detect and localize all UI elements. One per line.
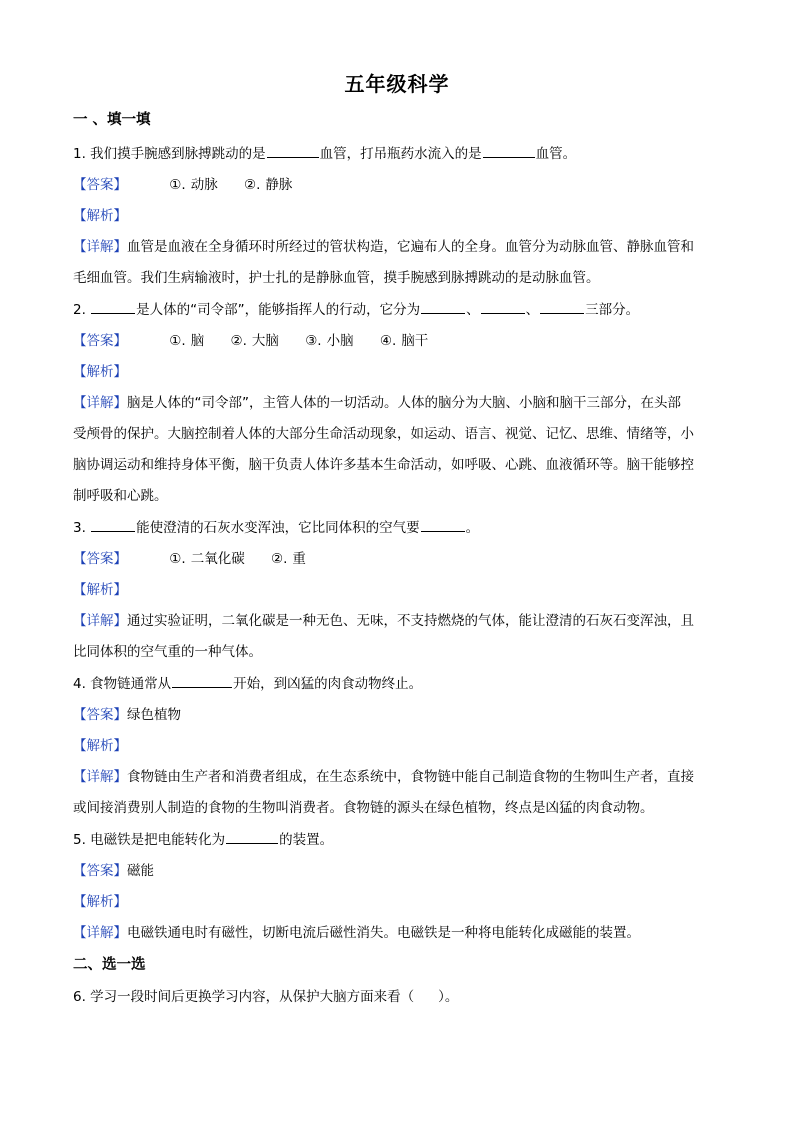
question-4: 4. 食物链通常从 开始，到凶猛的肉食动物终止。 [73,676,423,692]
answer-option: ②. 大脑 [230,333,279,349]
answer-label: 【答案】 [73,863,127,879]
answer-option: ③. 小脑 [305,333,354,349]
answer-2 [73,329,723,349]
detail-2-line-1: 【详解】脑是人体的“司令部”，主管人体的一切活动。人体的脑分为大脑、小脑和脑干三部分，在头部 [73,395,681,411]
answer-option: ①. 脑 [169,333,205,349]
answer-option: ②. 重 [271,551,306,567]
detail-1-line-1: 【详解】血管是血液在全身循环时所经过的管状构造，它遍布人的全身。血管分为动脉血管、静脉血管和 [73,239,694,255]
detail-4-line-1: 【详解】食物链由生产者和消费者组成，在生态系统中，食物链中能自己制造食物的生物叫生产者，直接 [73,769,694,785]
answer-1 [73,173,723,193]
answer-label: 【答案】 [73,177,127,193]
answer-5: 【答案】磁能 [73,863,154,879]
blank [91,301,135,314]
blank [483,145,535,158]
analysis-label: 【解析】 [73,582,127,598]
analysis-label: 【解析】 [73,894,127,910]
detail-4-line-2: 或间接消费别人制造的食物的生物叫消费者。食物链的源头在绿色植物，终点是凶猛的肉食动物。 [73,800,654,816]
blank [267,145,319,158]
detail-label: 【详解】 [73,395,127,411]
detail-label: 【详解】 [73,925,127,941]
answer-option: ④. 脑干 [379,333,429,349]
answer-option: ①. 动脉 [169,177,218,193]
detail-2-line-3: 脑协调运动和维持身体平衡，脑干负责人体许多基本生命活动，如呼吸、心跳、血液循环等。脑干能够控 [73,457,694,473]
question-6: 6. 学习一段时间后更换学习内容，从保护大脑方面来看（ ）。 [73,989,459,1005]
detail-3-line-2: 比同体积的空气重的一种气体。 [73,644,262,660]
detail-label: 【详解】 [73,239,127,255]
blank [540,301,584,314]
blank [226,831,278,844]
detail-5-line-1: 【详解】电磁铁通电时有磁性，切断电流后磁性消失。电磁铁是一种将电能转化成磁能的装置。 [73,925,640,941]
detail-2-line-2: 受颅骨的保护。大脑控制着人体的大部分生命活动现象，如运动、语言、视觉、记忆、思维、情绪等，小 [73,426,694,442]
detail-label: 【详解】 [73,769,127,785]
section-heading-fill: 一 、填一填 [73,112,151,128]
blank [421,519,465,532]
detail-2-line-4: 制呼吸和心跳。 [73,488,168,504]
answer-option: ①. 二氧化碳 [169,551,245,567]
answer-label: 【答案】 [73,707,127,723]
question-2: 2. 是人体的“司令部”，能够指挥人的行动，它分为 、 、 三部分。 [73,302,640,318]
answer-option: ②. 静脉 [244,177,293,193]
blank [91,519,135,532]
question-3: 3. 能使澄清的石灰水变浑浊，它比同体积的空气要 。 [73,520,480,536]
detail-label: 【详解】 [73,613,127,629]
analysis-label: 【解析】 [73,738,127,754]
answer-4: 【答案】绿色植物 [73,707,181,723]
analysis-label: 【解析】 [73,208,127,224]
question-5: 5. 电磁铁是把电能转化为 的装置。 [73,832,334,848]
blank [481,301,525,314]
detail-3-line-1: 【详解】通过实验证明，二氧化碳是一种无色、无味，不支持燃烧的气体，能让澄清的石灰石变浑浊，且 [73,613,694,629]
page-title: 五年级科学 [344,72,450,96]
blank [421,301,465,314]
section-heading-choose: 二、选一选 [73,957,146,973]
detail-1-line-2: 毛细血管。我们生病输液时，护士扎的是静脉血管，摸手腕感到脉搏跳动的是动脉血管。 [73,270,600,286]
analysis-label: 【解析】 [73,364,127,380]
question-1: 1. 我们摸手腕感到脉搏跳动的是 血管，打吊瓶药水流入的是 血管。 [73,146,577,162]
answer-label: 【答案】 [73,333,127,349]
answer-3 [73,547,723,567]
blank [172,675,232,688]
answer-label: 【答案】 [73,551,127,567]
